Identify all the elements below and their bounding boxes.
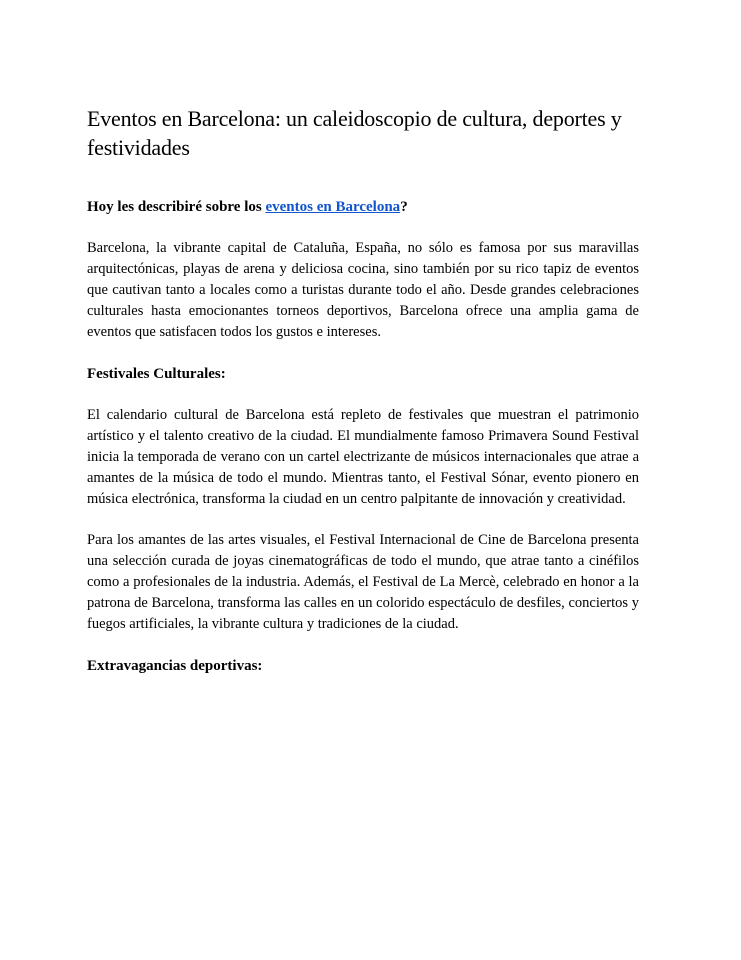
eventos-barcelona-link[interactable]: eventos en Barcelona bbox=[265, 199, 401, 215]
intro-question bbox=[87, 197, 639, 218]
intro-paragraph: Barcelona, la vibrante capital de Cataluña, España, no sólo es famosa por sus maravillas arquitectónicas, playas de arena y deliciosa cocina, sino también por su rico tapiz de eventos que cautivan tanto a locales como a turistas durante todo el año. Desde grandes celebraciones culturales hasta emocionantes torneos deportivos, Barcelona ofrece una amplia gama de eventos que satisfacen todos los gustos e intereses. bbox=[87, 240, 639, 340]
cultural-paragraph-1: El calendario cultural de Barcelona está repleto de festivales que muestran el patrimonio artístico y el talento creativo de la ciudad. El mundialmente famoso Primavera Sound Festival inicia la temporada de verano con un cartel electrizante de músicos internacionales que atrae a amantes de la música de todo el mundo. Mientras tanto, el Festival Sónar, evento pionero en música electrónica, transforma la ciudad en un centro palpitante de innovación y creatividad. bbox=[87, 407, 639, 507]
document-page bbox=[87, 104, 639, 677]
cultural-festivals-heading: Festivales Culturales: bbox=[87, 366, 226, 382]
intro-question-prefix: Hoy les describiré sobre los bbox=[87, 199, 266, 215]
document-title: Eventos en Barcelona: un caleidoscopio de cultura, deportes y festividades bbox=[87, 106, 622, 160]
sports-heading: Extravagancias deportivas: bbox=[87, 658, 263, 674]
intro-question-suffix: ? bbox=[400, 199, 408, 215]
cultural-paragraph-2: Para los amantes de las artes visuales, el Festival Internacional de Cine de Barcelona presenta una selección curada de joyas cinematográficas de todo el mundo, que atrae tanto a cinéfilos como a profesionales de la industria. Además, el Festival de La Mercè, celebrado en honor a la patrona de Barcelona, transforma las calles en un colorido espectáculo de desfiles, conciertos y fuegos artificiales, la vibrante cultura y tradiciones de la ciudad. bbox=[87, 532, 639, 632]
